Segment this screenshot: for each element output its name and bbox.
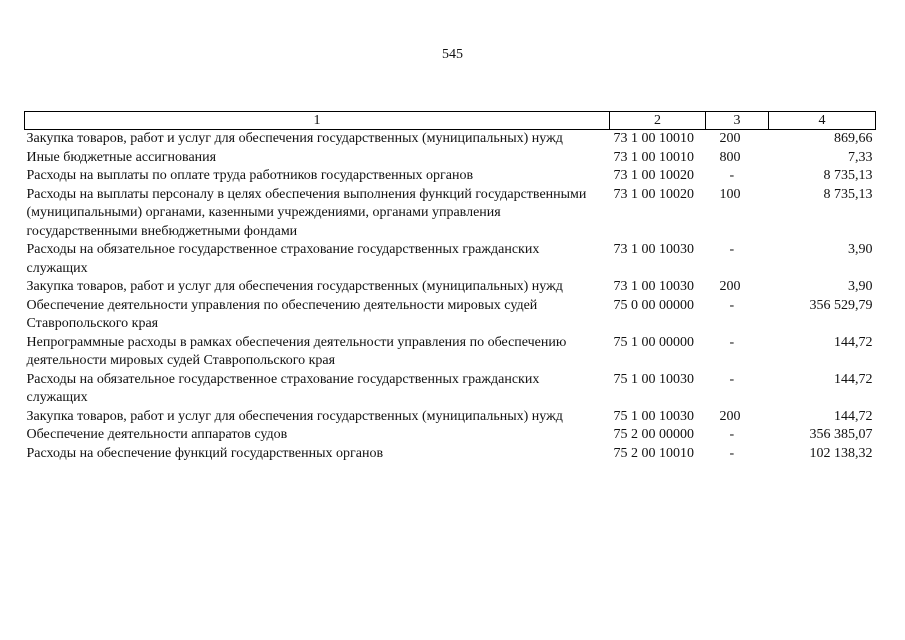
table-row [25, 334, 876, 371]
row-code: 75 2 00 10010 [613, 445, 694, 461]
table-row [25, 297, 876, 334]
table-row [25, 149, 876, 168]
row-type: 200 [719, 408, 741, 424]
row-amount: 7,33 [848, 149, 873, 165]
row-type: 100 [719, 186, 741, 202]
table-row [25, 186, 876, 242]
table-row [25, 371, 876, 408]
row-name: Непрограммные расходы в рамках обеспечения деятельности управления по обеспечению деятельности мировых судей Ставропольского края [26, 334, 567, 368]
row-code: 75 1 00 00000 [613, 334, 694, 350]
column-header-4: 4 [769, 112, 876, 130]
table-row [25, 408, 876, 427]
row-type: - [729, 297, 735, 313]
row-code: 73 1 00 10030 [613, 242, 694, 257]
row-code: 75 1 00 10030 [613, 371, 694, 387]
row-name: Расходы на выплаты по оплате труда работников государственных органов [26, 168, 474, 183]
row-type: - [729, 242, 735, 257]
row-name: Расходы на выплаты персоналу в целях обеспечения выполнения функций государственными (муниципальными) органами, казенными учреждениями, органами управления государственными внебюджетными фондами [26, 186, 587, 239]
row-code: 73 1 00 10030 [613, 279, 694, 294]
row-name: Обеспечение деятельности управления по обеспечению деятельности мировых судей Ставропольского края [26, 297, 538, 331]
table-row [25, 167, 876, 186]
row-amount: 3,90 [848, 279, 873, 294]
column-header-3: 3 [706, 112, 769, 130]
row-type: 200 [719, 131, 741, 146]
row-amount: 8 735,13 [823, 186, 873, 202]
row-name: Расходы на обеспечение функций государственных органов [26, 445, 384, 461]
row-name: Иные бюджетные ассигнования [26, 149, 217, 165]
row-type: 800 [719, 149, 741, 165]
row-code: 73 1 00 10010 [613, 131, 694, 146]
row-code: 73 1 00 10020 [613, 186, 694, 202]
row-name: Закупка товаров, работ и услуг для обеспечения государственных (муниципальных) нужд [26, 279, 563, 294]
row-name: Закупка товаров, работ и услуг для обеспечения государственных (муниципальных) нужд [26, 131, 563, 146]
row-type: - [729, 427, 735, 442]
row-code: 75 0 00 00000 [613, 297, 694, 313]
row-code: 75 1 00 10030 [613, 408, 694, 424]
table-row [25, 426, 876, 445]
row-type: - [729, 168, 735, 183]
row-type: 200 [719, 279, 741, 294]
row-amount: 144,72 [834, 334, 873, 350]
row-type: - [729, 334, 735, 350]
table-row [25, 278, 876, 297]
row-amount: 3,90 [848, 242, 873, 257]
row-name: Расходы на обязательное государственное страхование государственных гражданских служащих [26, 242, 540, 276]
column-header-2: 2 [610, 112, 706, 130]
page-number: 545 [442, 47, 463, 62]
row-name: Расходы на обязательное государственное страхование государственных гражданских служащих [26, 371, 540, 405]
table-row [25, 445, 876, 464]
row-type: - [729, 445, 735, 461]
row-amount: 8 735,13 [823, 168, 873, 183]
row-name: Обеспечение деятельности аппаратов судов [26, 427, 288, 442]
budget-table [24, 111, 876, 463]
row-amount: 102 138,32 [809, 445, 873, 461]
row-amount: 869,66 [834, 131, 873, 146]
row-code: 75 2 00 00000 [613, 427, 694, 442]
row-amount: 356 529,79 [809, 297, 873, 313]
column-header-1: 1 [25, 112, 610, 130]
table-header-row [25, 112, 876, 130]
row-name: Закупка товаров, работ и услуг для обеспечения государственных (муниципальных) нужд [26, 408, 563, 424]
row-amount: 144,72 [834, 371, 873, 387]
row-code: 73 1 00 10010 [613, 149, 694, 165]
table-row [25, 130, 876, 149]
row-code: 73 1 00 10020 [613, 168, 694, 183]
row-amount: 144,72 [834, 408, 873, 424]
table-row [25, 241, 876, 278]
row-type: - [729, 371, 735, 387]
row-amount: 356 385,07 [809, 427, 873, 442]
